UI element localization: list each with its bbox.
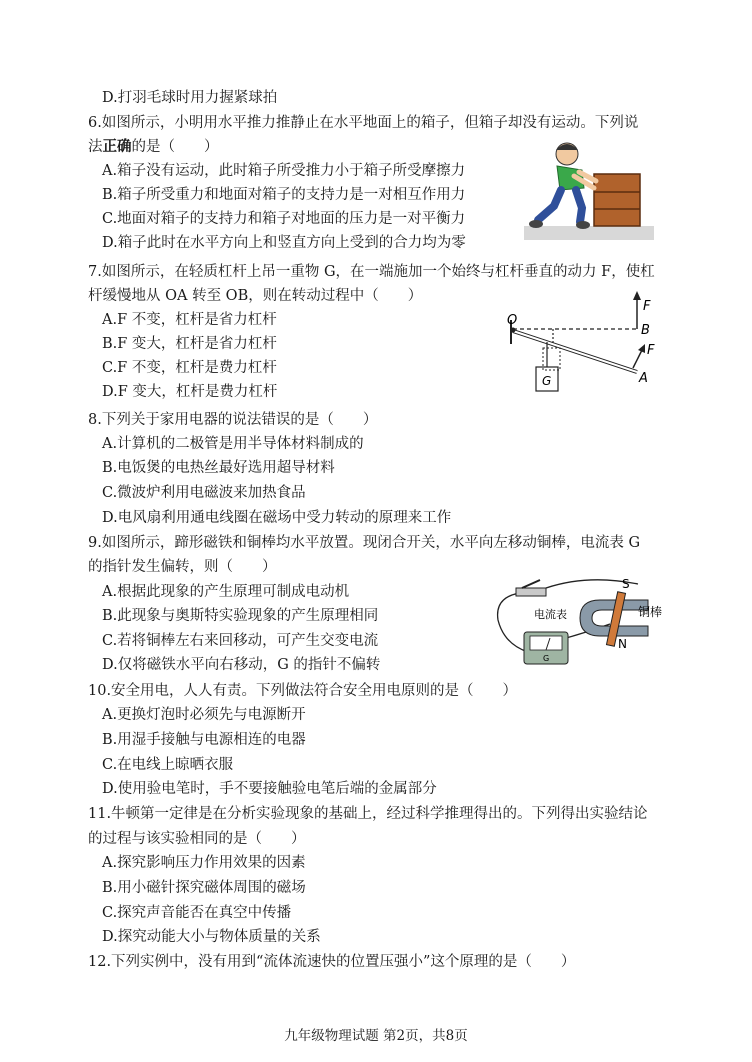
prev-option-d: D.打羽毛球时用力握紧球拍 bbox=[102, 90, 278, 106]
q6-option-a: A.箱子没有运动，此时箱子所受推力小于箱子所受摩擦力 bbox=[102, 163, 466, 179]
q7-option-b: B.F 变大，杠杆是省力杠杆 bbox=[102, 336, 277, 352]
q7-option-a: A.F 不变，杠杆是省力杠杆 bbox=[102, 312, 277, 328]
q9-stem-line2: 的指针发生偏转，则（ ） bbox=[88, 559, 277, 575]
wire-left bbox=[498, 592, 528, 652]
label-ammeter: 电流表 bbox=[534, 608, 567, 621]
q6-option-d: D.箱子此时在水平方向上和竖直方向上受到的合力均为零 bbox=[102, 235, 466, 251]
induction-figure bbox=[488, 566, 672, 674]
label-copper-rod: 铜棒 bbox=[638, 605, 663, 619]
q8-stem: 8.下列关于家用电器的说法错误的是（ ） bbox=[88, 412, 378, 428]
q9-option-d: D.仅将磁铁水平向右移动，G 的指针不偏转 bbox=[102, 657, 381, 673]
label-a: A bbox=[639, 371, 648, 386]
q7-option-d: D.F 变大，杠杆是费力杠杆 bbox=[102, 384, 278, 400]
label-s: S bbox=[622, 577, 630, 591]
boy-front-leg bbox=[576, 190, 582, 222]
q8-option-c: C.微波炉利用电磁波来加热食品 bbox=[102, 485, 306, 501]
q9-option-b: B.此现象与奥斯特实验现象的产生原理相同 bbox=[102, 608, 379, 624]
lever-figure bbox=[505, 290, 665, 398]
label-n: N bbox=[618, 637, 627, 651]
wooden-box bbox=[594, 174, 640, 226]
label-f-top: F bbox=[643, 299, 651, 314]
q6-option-c: C.地面对箱子的支持力和箱子对地面的压力是一对平衡力 bbox=[102, 211, 466, 227]
label-g-meter: G bbox=[543, 654, 550, 663]
q10-stem: 10.安全用电，人人有责。下列做法符合安全用电原则的是（ ） bbox=[88, 683, 518, 699]
q6-stem-line2 bbox=[88, 137, 219, 157]
boy-back-leg bbox=[538, 190, 561, 220]
label-g: G bbox=[542, 374, 552, 388]
boy-pushing-box-figure bbox=[524, 136, 656, 244]
q11-stem-line1: 11.牛顿第一定律是在分析实验现象的基础上，经过科学推理得出的。下列得出实验结论 bbox=[88, 806, 648, 822]
q7-stem-line1: 7.如图所示，在轻质杠杆上吊一重物 G，在一端施加一个始终与杠杆垂直的动力 F，使杠 bbox=[88, 264, 655, 280]
q11-option-a: A.探究影响压力作用效果的因素 bbox=[102, 855, 306, 871]
q8-option-d: D.电风扇利用通电线圈在磁场中受力转动的原理来工作 bbox=[102, 510, 452, 526]
label-b: B bbox=[641, 323, 650, 338]
q10-option-d: D.使用验电笔时，手不要接触验电笔后端的金属部分 bbox=[102, 781, 437, 797]
q6-stem-pre: 法 bbox=[88, 139, 103, 155]
q8-option-a: A.计算机的二极管是用半导体材料制成的 bbox=[102, 436, 364, 452]
q11-stem-line2: 的过程与该实验相同的是（ ） bbox=[88, 831, 306, 847]
q9-option-c: C.若将铜棒左右来回移动，可产生交变电流 bbox=[102, 633, 379, 649]
q11-option-b: B.用小磁针探究磁体周围的磁场 bbox=[102, 880, 306, 896]
switch bbox=[516, 588, 546, 596]
q12-stem: 12.下列实例中，没有用到“流体流速快的位置压强小”这个原理的是（ ） bbox=[88, 954, 576, 970]
q10-option-a: A.更换灯泡时必须先与电源断开 bbox=[102, 707, 306, 723]
label-o: O bbox=[507, 313, 518, 328]
q7-option-c: C.F 不变，杠杆是费力杠杆 bbox=[102, 360, 277, 376]
q9-stem-line1: 9.如图所示，蹄形磁铁和铜棒均水平放置。现闭合开关，水平向左移动铜棒，电流表 G bbox=[88, 535, 641, 551]
q10-option-c: C.在电线上晾晒衣服 bbox=[102, 757, 234, 773]
q6-option-b: B.箱子所受重力和地面对箱子的支持力是一对相互作用力 bbox=[102, 187, 466, 203]
q6-stem-strong: 正确 bbox=[102, 138, 132, 155]
q7-stem-line2: 杆缓慢地从 OA 转至 OB，则在转动过程中（ ） bbox=[88, 288, 423, 304]
q6-stem-post: 的是（ ） bbox=[131, 139, 219, 155]
q11-option-c: C.探究声音能否在真空中传播 bbox=[102, 905, 292, 921]
page-footer: 九年级物理试题 第2页，共8页 bbox=[284, 1028, 468, 1044]
q6-stem-line1: 6.如图所示，小明用水平推力推静止在水平地面上的箱子，但箱子却没有运动。下列说 bbox=[88, 115, 639, 131]
ground bbox=[524, 226, 654, 240]
q10-option-b: B.用湿手接触与电源相连的电器 bbox=[102, 732, 306, 748]
q9-option-a: A.根据此现象的产生原理可制成电动机 bbox=[102, 584, 350, 600]
q11-option-d: D.探究动能大小与物体质量的关系 bbox=[102, 929, 321, 945]
q8-option-b: B.电饭煲的电热丝最好选用超导材料 bbox=[102, 460, 335, 476]
label-f-side: F bbox=[647, 343, 655, 358]
